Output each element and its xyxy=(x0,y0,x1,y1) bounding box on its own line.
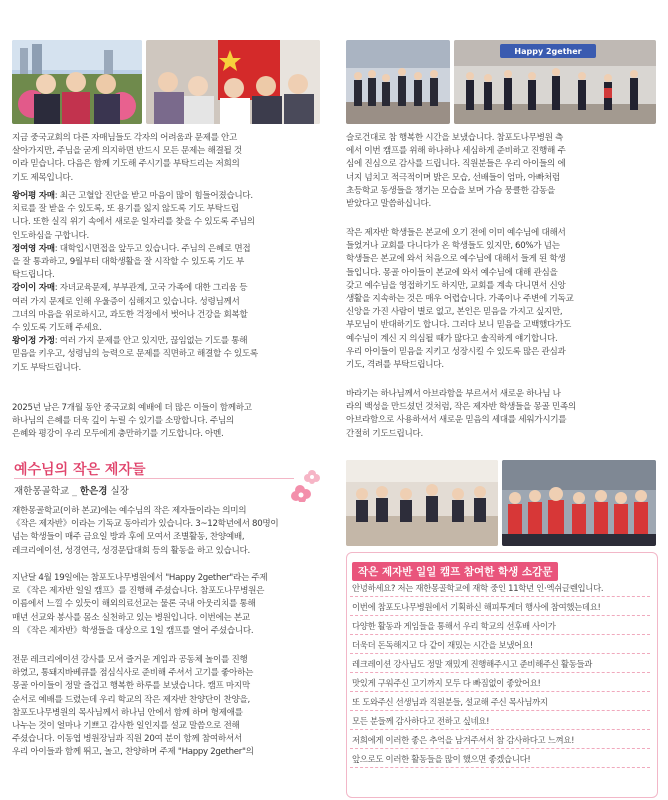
text-line: 이름에서 느낄 수 있듯이 해외의료선교는 물론 국내 아웃리치를 통해 xyxy=(12,599,256,610)
text-line: 초등학교 동생들을 챙기는 모습을 보며 가슴 뭉클한 감동을 xyxy=(346,185,556,196)
prayer-item-1 xyxy=(12,190,320,243)
dashed-divider xyxy=(350,634,650,635)
text-line: 라의 백성을 만드셨던 것처럼, 작은 제자반 학생들을 몽골 민족의 xyxy=(346,402,576,413)
photo-women-flowers xyxy=(12,40,142,124)
dashed-divider xyxy=(350,672,650,673)
text-line: 주셨습니다. 이동엽 병원장님과 직원 20여 분이 함께 참여하셔서 xyxy=(12,734,242,745)
right-paragraph-2 xyxy=(346,227,656,372)
text-line: 탁드립니다. xyxy=(12,270,55,281)
text-line: 왕이정 가정: 여러 가지 문제를 안고 있지만, 끊임없는 기도를 통해 xyxy=(12,336,248,347)
text-line: 들입니다. 몽골 아이들이 본교에 와서 예수님에 대해 관심을 xyxy=(346,267,558,278)
text-line: 여러 가지 문제로 인해 우울증이 심해지고 있습니다. 성령님께서 xyxy=(12,296,240,307)
text-line: 신앙을 가진 사람이 별로 없고, 본인은 믿음을 가지고 싶지만, xyxy=(346,307,563,318)
text-line: 2025년 남은 7개월 동안 중국교회 예배에 더 많은 이들이 함께하고 xyxy=(12,403,252,413)
testimony-line: 레크레이션 강사님도 정말 재밌게 진행해주시고 준비해주신 활동들과 xyxy=(352,659,593,669)
section-title: 예수님의 작은 제자들 xyxy=(14,462,146,478)
text-line: 전문 레크리에이션 강사를 모셔 즐거운 게임과 공동체 놀이를 진행 xyxy=(12,655,248,665)
flower-decoration-icon xyxy=(290,468,320,502)
prayer-name: 왕이정 가정 xyxy=(12,336,55,347)
right-paragraph-1 xyxy=(346,132,656,211)
author-role: 실장 xyxy=(110,486,129,497)
text-line: 인도하심을 구합니다. xyxy=(12,230,89,241)
intro-paragraph xyxy=(12,132,320,185)
text-line: 기도 제목입니다. xyxy=(12,172,73,183)
text-line: 은혜와 평강이 우리 모두에게 충만하기를 기도합니다. 아멘. xyxy=(12,429,224,440)
testimony-title: 작은 제자반 일일 캠프 참여한 학생 소감문 xyxy=(352,562,558,581)
text-line: 하나님의 은혜를 더욱 깊이 누릴 수 있기를 소망합니다. 주님의 xyxy=(12,416,234,427)
text-line: 하였고, 통돼지바베큐를 점심식사로 준비해 주셔서 고기를 좋아하는 xyxy=(12,668,254,679)
text-line: 들었거나 교회를 다니다가 온 학생들도 있지만, 60%가 넘는 xyxy=(346,241,560,252)
dashed-divider xyxy=(350,748,650,749)
testimony-line: 모든 분들께 감사하다고 전하고 싶네요! xyxy=(352,716,490,726)
text-line: 을 잘 통과하고, 9월부터 대학생활을 잘 시작할 수 있도록 기도 부 xyxy=(12,257,244,268)
right-paragraph-3 xyxy=(346,388,656,441)
text-line: 생활을 지속하는 것은 매우 어렵습니다. 가족이나 주변에 기독교 xyxy=(346,294,574,305)
text-line: 로 《작은 제자반 일일 캠프》를 진행해 주셨습니다. 참포도나무병원은 xyxy=(12,586,265,597)
text-line: 몽골 아이들이 정말 즐겁고 행복한 하루를 보냈습니다. 캠프 마지막 xyxy=(12,681,250,692)
text-line: 부모님이 반대하기도 합니다. 그러다 보니 믿음을 고백했다가도 xyxy=(346,320,572,331)
text-line: 슬로건대로 참 행복한 시간을 보냈습니다. 참포도나무병원 측 xyxy=(346,133,564,143)
dashed-divider xyxy=(350,691,650,692)
testimony-line: 저희에게 이러한 좋은 추억을 남겨주셔서 참 감사하다고 느껴요! xyxy=(352,735,575,745)
prayer-item-4 xyxy=(12,335,320,375)
dashed-divider xyxy=(350,729,650,730)
prayer-name: 왕어평 자매 xyxy=(12,191,55,201)
banner-text: Happy 2gether xyxy=(514,47,582,56)
prayer-name: 정여영 자매 xyxy=(12,243,55,254)
text-line: 우리 아이들이 믿음을 지키고 성장시킬 수 있도록 많은 관심과 xyxy=(346,346,566,357)
text-line: 넘는 학생들이 매주 금요일 방과 후에 모여서 조별활동, 찬양예배, xyxy=(12,532,245,543)
text-line: 의 《작은 제자반》학생들을 대상으로 1일 캠프를 열어 주셨습니다. xyxy=(12,625,254,636)
testimony-line: 앞으로도 이러한 활동들을 많이 했으면 좋겠습니다! xyxy=(352,754,531,764)
text-line: 지난달 4월 19일에는 참포도나무병원에서 "Happy 2gether"라는 주제 xyxy=(12,573,268,583)
section-paragraph-3 xyxy=(12,654,320,760)
text-line: 나누는 것이 얼마나 기쁘고 감사한 일인지를 설교 말씀으로 전해 xyxy=(12,721,240,732)
author-line xyxy=(14,483,129,497)
dashed-divider xyxy=(350,710,650,711)
text-line: 기도, 격려를 부탁드립니다. xyxy=(346,360,444,371)
text-line: 에서 이번 캠프를 위해 하나하나 세심하게 준비하고 진행해 주 xyxy=(346,146,566,157)
testimony-line: 이번에 참포도나무병원에서 기획하신 해피투게더 행사에 참여했는데요! xyxy=(352,602,601,612)
photo-group-flag xyxy=(146,40,320,124)
author-separator: _ xyxy=(72,486,77,497)
testimony-line: 또 도와주신 선생님과 직원분들, 설교해 주신 목사님까지 xyxy=(352,697,548,707)
text-line: 작은 제자반 학생들은 본교에 오기 전에 이미 예수님에 대해서 xyxy=(346,228,566,238)
text-line: 레크리에이션, 성경연극, 성경문답대회 등의 활동을 하고 있습니다. xyxy=(12,545,250,556)
photo-happy-2gether-banner xyxy=(454,40,656,124)
testimony-line: 다양한 활동과 게임들을 통해서 우리 학교의 선후배 사이가 xyxy=(352,621,556,631)
section-paragraph-1 xyxy=(12,505,320,558)
text-line: 바라기는 하나님께서 아브라함을 부르셔서 새로운 하나님 나 xyxy=(346,389,561,399)
text-line: 강이이 자매: 자녀교육문제, 부부관계, 고국 가족에 대한 그리움 등 xyxy=(12,283,248,294)
photo-red-shirts-group xyxy=(502,460,656,546)
testimony-line: 안녕하세요? 저는 재한몽골학교에 재학 중인 11학년 인·엑쉬글렌입니다. xyxy=(352,583,604,593)
text-line: 그녀의 마음을 위로하시고, 과도한 걱정에서 벗어나 건강을 회복할 xyxy=(12,309,248,320)
prayer-list xyxy=(12,190,320,375)
dashed-divider xyxy=(350,767,650,768)
text-line: 아브라함으로 사용하셔서 새로운 믿음의 세대를 세워가시기를 xyxy=(346,415,567,426)
text-line: 매년 선교와 봉사를 몸소 실천하고 있는 병원입니다. 이번에는 본교 xyxy=(12,612,250,623)
text-line: 너지 넘치고 적극적이며 밝은 모습, 선배들이 엄마, 아빠처럼 xyxy=(346,172,560,183)
title-divider xyxy=(14,478,294,479)
text-line: 살아가지만, 주님을 굳게 의지하면 반드시 모든 문제는 해결될 것 xyxy=(12,146,242,157)
testimony-line: 더욱더 돈독해지고 다 같이 재밌는 시간을 보냈어요! xyxy=(352,640,533,650)
text-line: 갖고 예수님을 영접하기도 하지만, 교회를 계속 다니면서 신앙 xyxy=(346,280,566,291)
text-line: 《작은 제자반》이라는 기독교 동아리가 있습니다. 3~12학년에서 80명이 xyxy=(12,519,279,530)
author-org: 재한몽골학교 xyxy=(14,486,70,497)
text-line: 순서로 예배를 드렸는데 우리 학교의 작은 제자반 찬양단이 찬양을, xyxy=(12,694,250,705)
section-paragraph-2 xyxy=(12,572,320,638)
text-line: 심에 진심으로 감사를 드립니다. 직원분들은 우리 아이들의 에 xyxy=(346,159,566,170)
text-line: 참포도나무병원의 목사님께서 하나님 안에서 함께 하며 형제애를 xyxy=(12,707,243,718)
text-line: 믿음을 키우고, 성령님의 능력으로 문제를 직면하고 해결할 수 있도록 xyxy=(12,349,258,360)
text-line: 수 있도록 기도해 주세요. xyxy=(12,323,102,334)
text-line: 재한몽골학교(이하 본교)에는 예수님의 작은 제자들이라는 의미의 xyxy=(12,506,247,516)
text-line: 학생들은 본교에 와서 처음으로 예수님에 대해서 들게 된 학생 xyxy=(346,254,566,265)
dashed-divider xyxy=(350,653,650,654)
prayer-item-2 xyxy=(12,243,320,283)
photo-students-table xyxy=(346,460,498,546)
text-line: 지금 중국교회의 다른 자매님들도 각자의 어려움과 문제를 안고 xyxy=(12,133,238,143)
text-line: 받았다고 말씀하십니다. xyxy=(346,199,431,210)
text-line: 기도 부탁드립니다. xyxy=(12,362,81,373)
photo-camp-hall xyxy=(346,40,450,124)
author-name: 한은경 xyxy=(79,486,108,497)
prayer-name: 강이이 자매 xyxy=(12,283,55,294)
text-line: 왕어평 자매: 최근 고혈압 진단을 받고 마음이 많이 힘들어졌습니다. xyxy=(12,191,253,201)
dashed-divider xyxy=(350,615,650,616)
text-line: 정여영 자매: 대학입시면접을 앞두고 있습니다. 주님의 은혜로 면접 xyxy=(12,243,251,254)
text-line: 간절히 기도드립니다. xyxy=(346,428,423,439)
text-line: 예수님이 계신 지 의심될 때가 많다고 솔직하게 얘기합니다. xyxy=(346,333,558,344)
text-line: 니다. 또한 실직 위기 속에서 새로운 일자리를 찾을 수 있도록 주님의 xyxy=(12,217,255,228)
prayer-item-3 xyxy=(12,282,320,335)
text-line: 치료를 잘 받을 수 있도록, 또 용기를 잃지 않도록 기도 부탁드립 xyxy=(12,204,239,215)
text-line: 이라 믿습니다. 다음은 함께 기도해 주시기를 부탁드리는 저희의 xyxy=(12,159,240,170)
closing-paragraph xyxy=(12,402,320,442)
testimony-line: 맛있게 구워주신 고기까지 모두 다 빠짐없이 좋았어요! xyxy=(352,678,541,688)
text-line: 우리 아이들과 함께 뛰고, 놀고, 찬양하며 주제 "Happy 2gether"의 xyxy=(12,747,254,758)
dashed-divider xyxy=(350,596,650,597)
